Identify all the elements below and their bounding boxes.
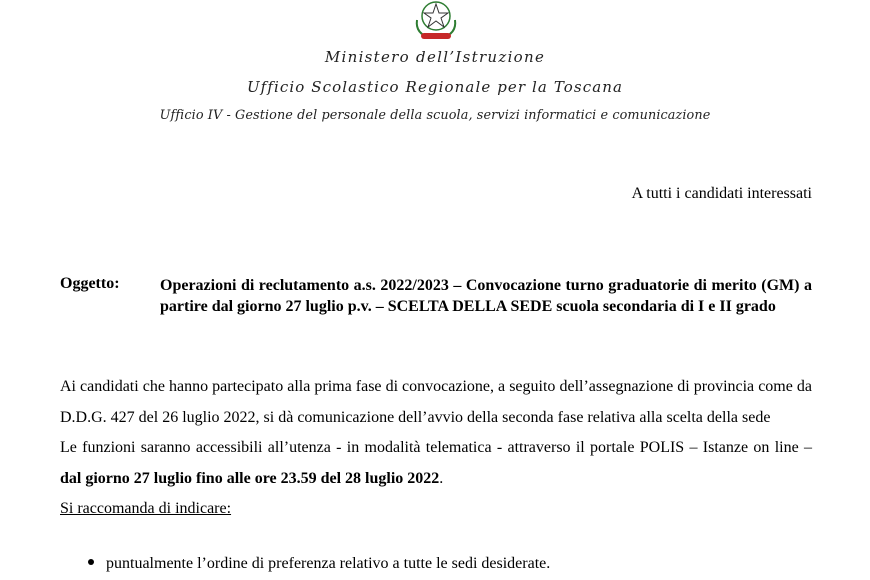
- recipient-line: A tutti i candidati interessati: [631, 185, 812, 202]
- body-paragraph-2-end: .: [439, 469, 444, 487]
- subject-label: Oggetto:: [60, 275, 120, 292]
- body-paragraph-2-text: Le funzioni saranno accessibili all’utenza - in modalità telematica - attraverso il portale POLIS – Istanze on line –: [60, 439, 812, 456]
- list-item-text: puntualmente l’ordine di preferenza relativo a tutte le sedi desiderate.: [106, 555, 551, 572]
- subject-text: Operazioni di reclutamento a.s. 2022/2023 – Convocazione turno graduatorie di merito (GM) a partire dal giorno 27 luglio p.v. – SCELTA DELLA SEDE scuola secondaria di I e II grado: [160, 277, 812, 315]
- body-paragraph-2-dates: dal giorno 27 luglio fino alle ore 23.59 del 28 luglio 2022: [60, 469, 440, 487]
- recommendation-heading: Si raccomanda di indicare:: [60, 500, 232, 517]
- department-title: Ufficio IV - Gestione del personale della scuola, servizi informatici e comunicazione: [159, 108, 711, 123]
- body-paragraph-2: [60, 433, 812, 494]
- regional-office-title: Ufficio Scolastico Regionale per la Toscana: [246, 78, 624, 96]
- ministry-title: Ministero dell’Istruzione: [324, 48, 546, 66]
- letter-body: [60, 372, 812, 525]
- list-item: [88, 555, 550, 573]
- italian-republic-emblem-icon: [411, 0, 461, 42]
- bullet-icon: [88, 559, 94, 565]
- body-paragraph-1: Ai candidati che hanno partecipato alla prima fase di convocazione, a seguito dell’assegnazione di provincia come da D.D.G. 427 del 26 luglio 2022, si dà comunicazione dell’avvio della seconda fase relativa alla scelta della sede: [60, 378, 812, 426]
